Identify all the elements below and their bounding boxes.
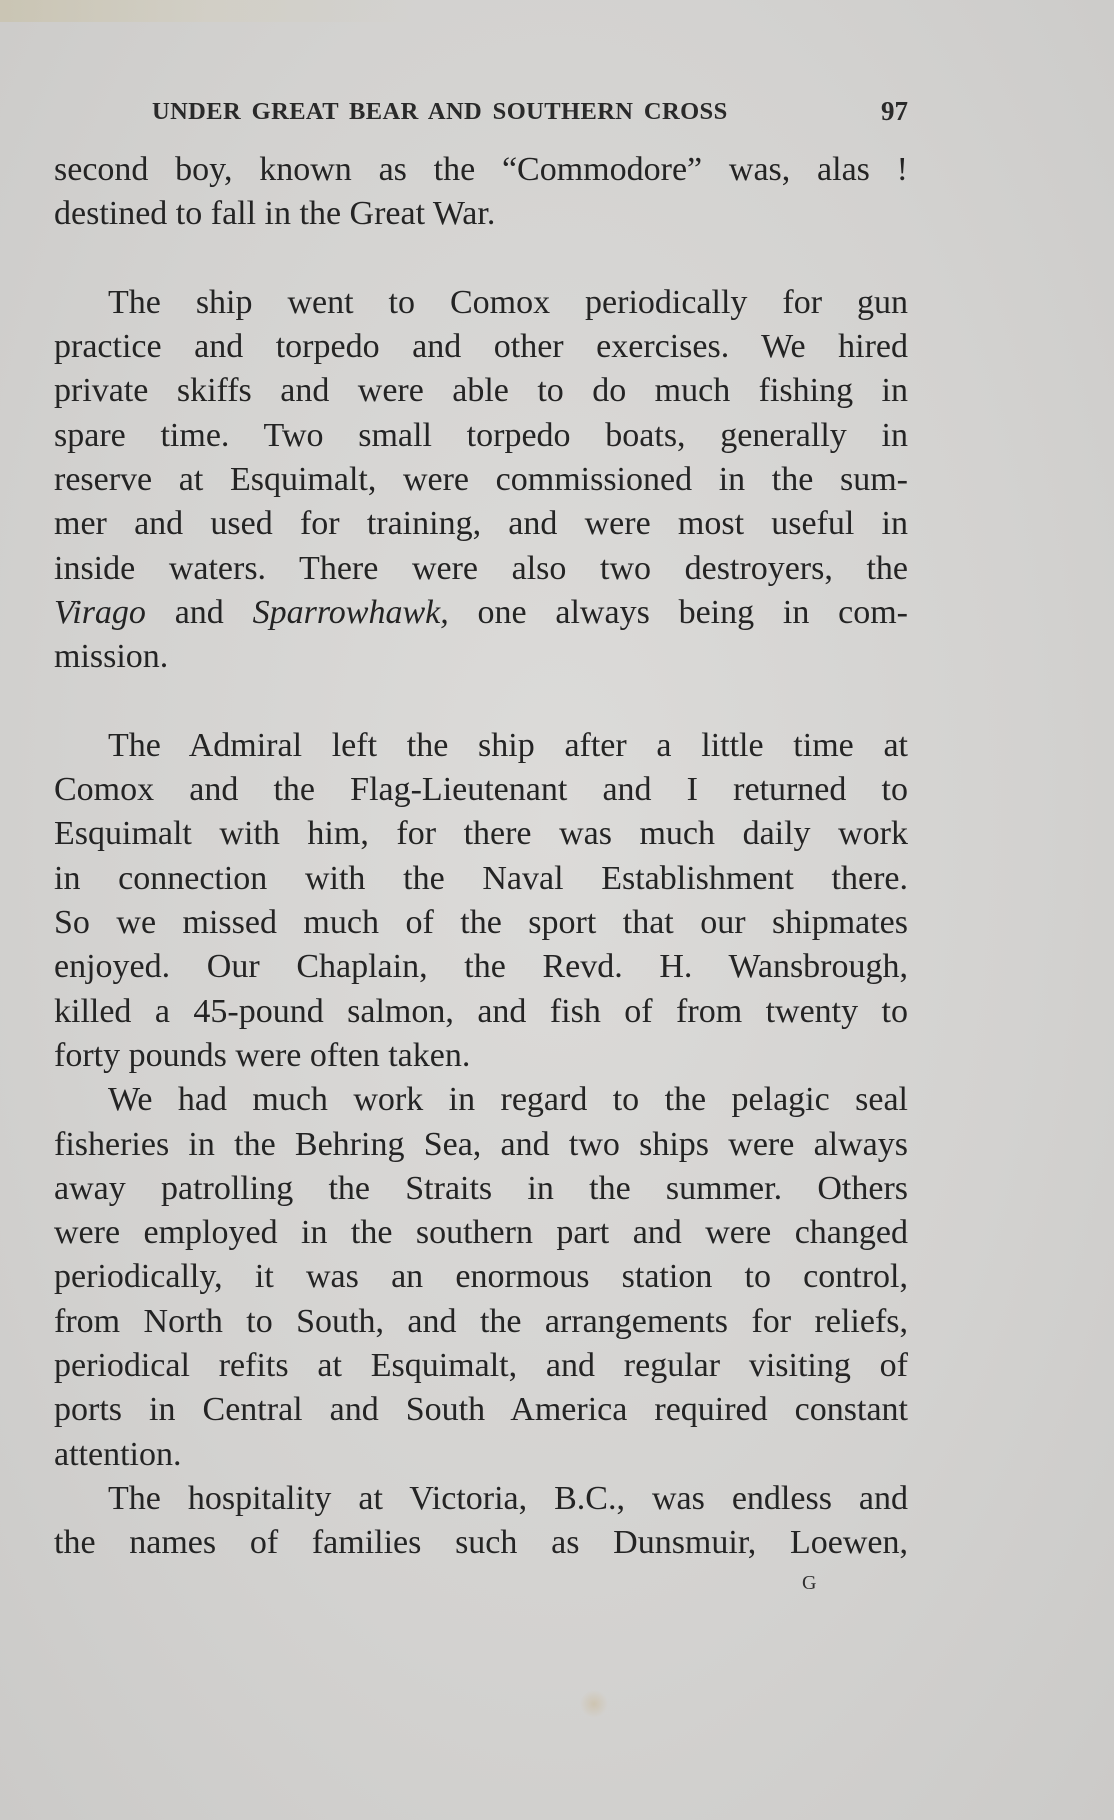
paragraph: [54, 281, 908, 680]
text-line: Esquimalt with him, for there was much daily work: [54, 815, 908, 853]
paragraph: [54, 1477, 908, 1566]
text-line: mission.: [54, 638, 169, 676]
text-line: The Admiral left the ship after a little time at: [108, 726, 908, 764]
text-line: enjoyed. Our Chaplain, the Revd. H. Wansbrough,: [54, 948, 908, 986]
text-line: We had much work in regard to the pelagic seal: [108, 1081, 908, 1119]
body-text: [54, 148, 908, 1566]
running-head-title: UNDER GREAT BEAR AND SOUTHERN CROSS: [152, 98, 728, 125]
text-line: the names of families such as Dunsmuir, Loewen,: [54, 1524, 908, 1562]
text-line: practice and torpedo and other exercises. We hired: [54, 328, 908, 366]
text-line: in connection with the Naval Establishment there.: [54, 859, 908, 897]
text-line: second boy, known as the “Commodore” was, alas !: [54, 151, 908, 188]
paragraph: [54, 724, 908, 1078]
paragraph-spacer: [54, 237, 908, 281]
paragraph: [54, 1078, 908, 1477]
text-line: attention.: [54, 1435, 182, 1473]
text-line: inside waters. There were also two destroyers, the: [54, 549, 908, 587]
page-stain: [0, 0, 420, 22]
text-line: Comox and the Flag-Lieutenant and I returned to: [54, 771, 908, 809]
text-line: killed a 45-pound salmon, and fish of from twenty to: [54, 992, 908, 1030]
text-line: ports in Central and South America required constant: [54, 1391, 908, 1429]
ship-name: Virago: [54, 593, 146, 631]
ship-name: Sparrowhawk,: [252, 593, 449, 631]
text-fragment: and: [145, 593, 253, 631]
text-line: from North to South, and the arrangements for reliefs,: [54, 1302, 908, 1340]
text-line: periodical refits at Esquimalt, and regular visiting of: [54, 1347, 908, 1385]
page-number: 97: [881, 96, 908, 126]
text-line: mer and used for training, and were most useful in: [54, 505, 908, 543]
text-line: away patrolling the Straits in the summer. Others: [54, 1169, 908, 1207]
text-line: were employed in the southern part and were changed: [54, 1214, 908, 1252]
text-line: destined to fall in the Great War.: [54, 195, 496, 233]
text-fragment: one always being in com-: [448, 593, 908, 631]
text-line: private skiffs and were able to do much fishing in: [54, 372, 908, 410]
text-line: fisheries in the Behring Sea, and two ships were always: [54, 1125, 908, 1163]
text-line: spare time. Two small torpedo boats, generally in: [54, 416, 908, 454]
text-line: forty pounds were often taken.: [54, 1036, 471, 1074]
text-line: reserve at Esquimalt, were commissioned in the sum-: [54, 461, 908, 499]
text-line: So we missed much of the sport that our shipmates: [54, 904, 908, 942]
text-line-with-ship-names: [54, 591, 908, 635]
running-head: [152, 94, 908, 134]
text-line: The ship went to Comox periodically for gun: [108, 283, 908, 321]
text-line: periodically, it was an enormous station to control,: [54, 1258, 908, 1296]
signature-mark: G: [802, 1572, 817, 1594]
paper-spot: [580, 1690, 608, 1718]
paragraph: [54, 148, 908, 237]
text-line: The hospitality at Victoria, B.C., was endless and: [108, 1479, 908, 1517]
paragraph-spacer: [54, 680, 908, 724]
